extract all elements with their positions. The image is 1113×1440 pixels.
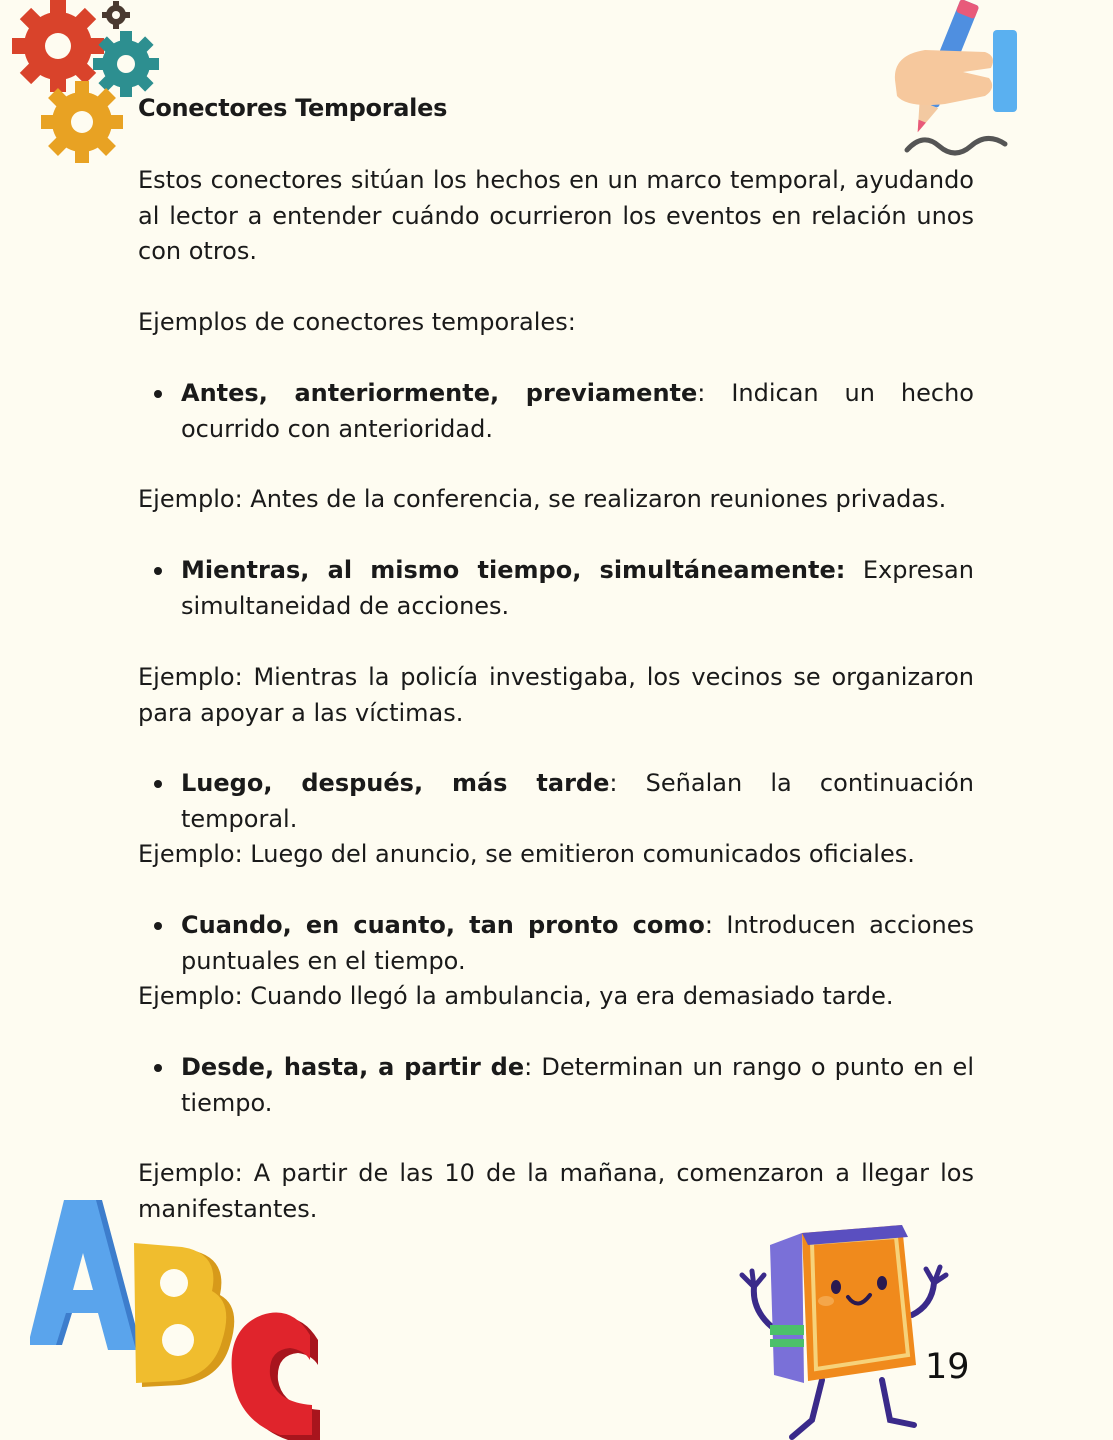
connector-description: Señalan la continuación temporal. — [181, 769, 974, 833]
connector-description: Indican un hecho ocurrido con anterioridad. — [181, 379, 974, 443]
connector-description: Expresan simultaneidad de acciones. — [181, 556, 974, 620]
page-title: Conectores Temporales — [138, 94, 448, 122]
intro-paragraph: Estos conectores sitúan los hechos en un marco temporal, ayudando al lector a entender cuándo ocurrieron los eventos en relación unos con otros. — [138, 166, 974, 265]
list-item — [181, 553, 974, 624]
connector-terms: Desde, hasta, a partir de — [181, 1053, 525, 1081]
connector-terms: Antes, anteriormente, previamente — [181, 379, 698, 407]
connector-terms: Luego, después, más tarde — [181, 769, 610, 797]
hand-writing-pencil-icon — [885, 0, 1025, 165]
example-sentence: Ejemplo: Mientras la policía investigaba, los vecinos se organizaron para apoyar a las víctimas. — [138, 663, 974, 727]
list-item: Desde, hasta, a partir de: Determinan un rango o punto en el tiempo. — [181, 1050, 974, 1121]
example-sentence: Ejemplo: Cuando llegó la ambulancia, ya era demasiado tarde. — [138, 982, 894, 1010]
page-number: 19 — [925, 1347, 970, 1387]
example-sentence: Ejemplo: A partir de las 10 de la mañana, comenzaron a llegar los manifestantes. — [138, 1159, 974, 1223]
abc-letters-icon — [30, 1195, 330, 1440]
list-item: Cuando, en cuanto, tan pronto como: Introducen acciones puntuales en el tiempo. — [181, 908, 974, 979]
list-item: Luego, después, más tarde: Señalan la continuación temporal. — [181, 766, 974, 837]
connector-terms: Mientras, al mismo tiempo, simultáneamente: — [181, 556, 846, 584]
example-sentence: Ejemplo: Luego del anuncio, se emitieron comunicados oficiales. — [138, 840, 915, 868]
connector-description: Determinan un rango o punto en el tiempo. — [181, 1053, 974, 1117]
list-item: Antes, anteriormente, previamente: Indican un hecho ocurrido con anterioridad. — [181, 376, 974, 447]
example-sentence: Ejemplo: Antes de la conferencia, se realizaron reuniones privadas. — [138, 485, 947, 513]
book-character-icon — [732, 1215, 952, 1440]
examples-heading: Ejemplos de conectores temporales: — [138, 308, 576, 336]
connector-terms: Cuando, en cuanto, tan pronto como — [181, 911, 705, 939]
connector-description: Introducen acciones puntuales en el tiempo. — [181, 911, 975, 975]
gears-icon — [8, 0, 160, 165]
